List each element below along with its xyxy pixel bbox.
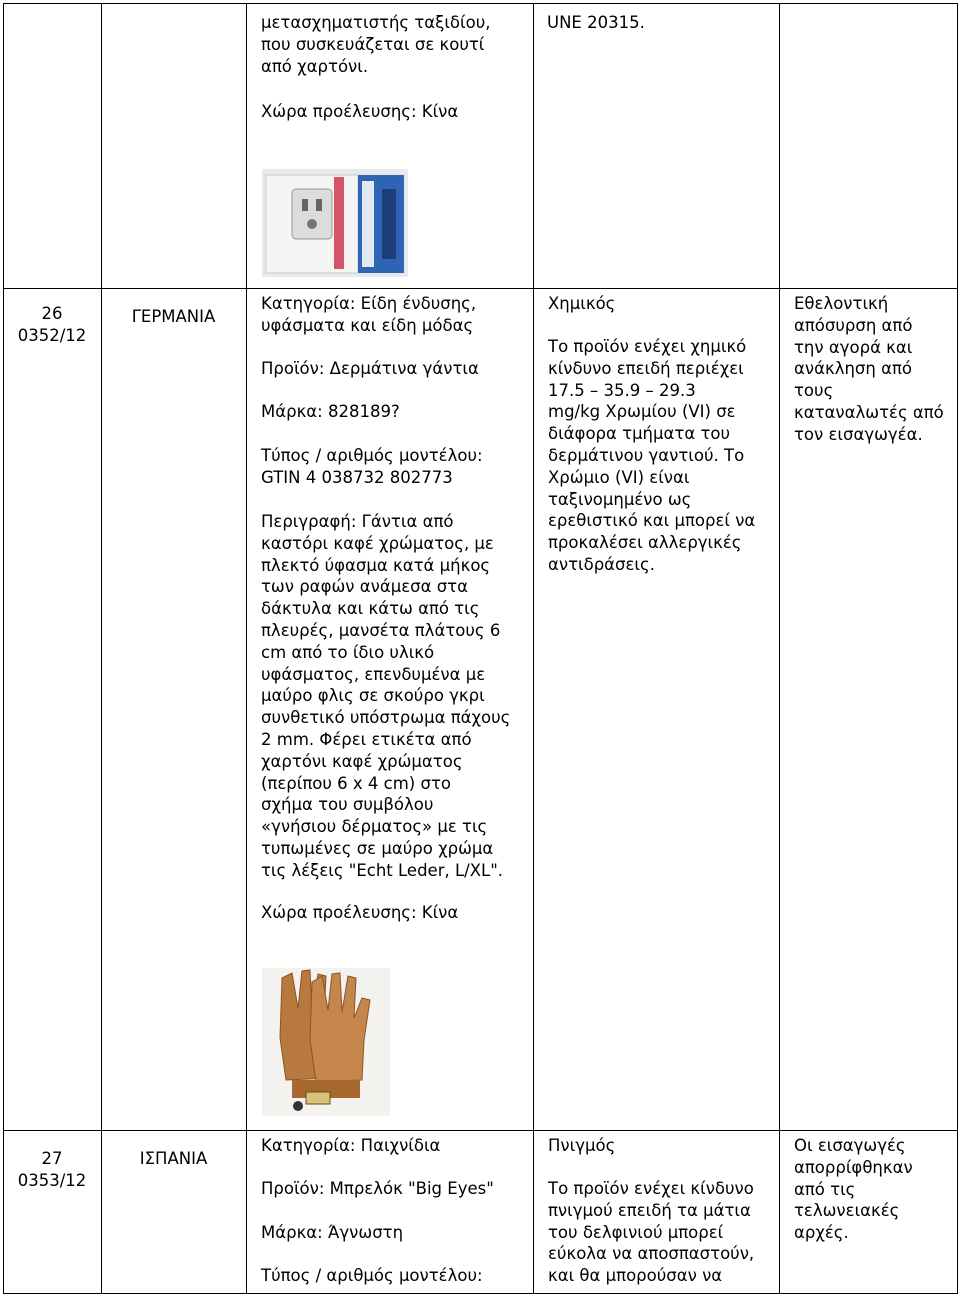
gloves-product-photo <box>262 968 390 1116</box>
row26-product: Προϊόν: Δερμάτινα γάντια <box>261 359 479 378</box>
row27-product: Προϊόν: Μπρελόκ "Big Eyes" <box>261 1179 494 1198</box>
row27-model: Τύπος / αριθμός μοντέλου: <box>261 1266 483 1285</box>
row27-brand: Μάρκα: Άγνωστη <box>261 1223 404 1242</box>
row26-description: Περιγραφή: Γάντια από καστόρι καφέ χρώματος, με πλεκτό ύφασμα κατά μήκος των ραφών ανάμεσα στα δάκτυλα και κάτω από τις πλευρές, μανσέτα πλάτους 6 cm από το ίδιο υλικό υφάσματος, επενδυμένα με μαύρο φλις σε σκούρο γκρι συνθετικό υπόστρωμα πάχους 2 mm. Φέρει ετικέτα από χαρτόνι καφέ χρώματος (περίπου 6 x 4 cm) στο σχήμα του συμβόλου «γνήσιου δέρματος» με τις τυπωμένες σε μαύρο χρώμα τις λέξεις "Echt Leder, L/XL". <box>261 512 511 880</box>
row26-country: ΓΕΡΜΑΝΙΑ <box>131 307 216 326</box>
column-divider-3 <box>533 3 534 1294</box>
row27-number: 27 <box>41 1149 63 1168</box>
row26-brand: Μάρκα: 828189? <box>261 402 400 421</box>
row26-category: Κατηγορία: Είδη ένδυσης, υφάσματα και είδη μόδας <box>261 294 477 335</box>
row25-standard-tail: UNE 20315. <box>547 13 645 32</box>
row25-origin: Χώρα προέλευσης: Κίνα <box>261 102 459 121</box>
row25-description-tail: μετασχηματιστής ταξιδίου, που συσκευάζεται σε κουτί από χαρτόνι. <box>261 13 491 76</box>
row26-measures: Εθελοντική απόσυρση από την αγορά και ανάκληση από τους καταναλωτές από τον εισαγωγέα. <box>794 294 944 444</box>
row26-number: 26 <box>41 304 63 323</box>
row-divider-25-26 <box>3 288 958 289</box>
row26-ref: 0352/12 <box>17 326 87 345</box>
row27-ref: 0353/12 <box>17 1171 87 1190</box>
row26-model: Τύπος / αριθμός μοντέλου: GTIN 4 038732 802773 <box>261 446 483 487</box>
column-divider-2 <box>246 3 247 1294</box>
row27-category: Κατηγορία: Παιχνίδια <box>261 1136 441 1155</box>
table-border-bottom <box>3 1293 958 1294</box>
column-divider-1 <box>101 3 102 1294</box>
row27-country: ΙΣΠΑΝΙΑ <box>139 1149 208 1168</box>
column-border-right <box>957 3 958 1294</box>
row26-origin: Χώρα προέλευσης: Κίνα <box>261 903 459 922</box>
row-divider-26-27 <box>3 1130 958 1131</box>
column-border-left <box>3 3 4 1294</box>
row27-risk-description: Το προϊόν ενέχει κίνδυνο πνιγμού επειδή τα μάτια του δελφινιού μπορεί εύκολα να αποσπαστούν, και θα μπορούσαν να <box>548 1179 755 1286</box>
row27-measures: Οι εισαγωγές απορρίφθηκαν από τις τελωνειακές αρχές. <box>794 1136 913 1243</box>
row26-risk-description: Το προϊόν ενέχει χημικό κίνδυνο επειδή περιέχει 17.5 – 35.9 – 29.3 mg/kg Χρωμίου (VI) σε διάφορα τμήματα του δερμάτινου γαντιού. Το Χρώμιο (VI) είναι ταξινομημένο ως ερεθιστικό και μπορεί να προκαλέσει αλλεργικές αντιδράσεις. <box>548 337 756 574</box>
row27-risk-type: Πνιγμός <box>548 1136 616 1155</box>
column-divider-4 <box>779 3 780 1294</box>
adaptor-product-photo <box>262 169 408 277</box>
row26-risk-type: Χημικός <box>548 294 616 313</box>
table-border-top <box>3 3 958 4</box>
